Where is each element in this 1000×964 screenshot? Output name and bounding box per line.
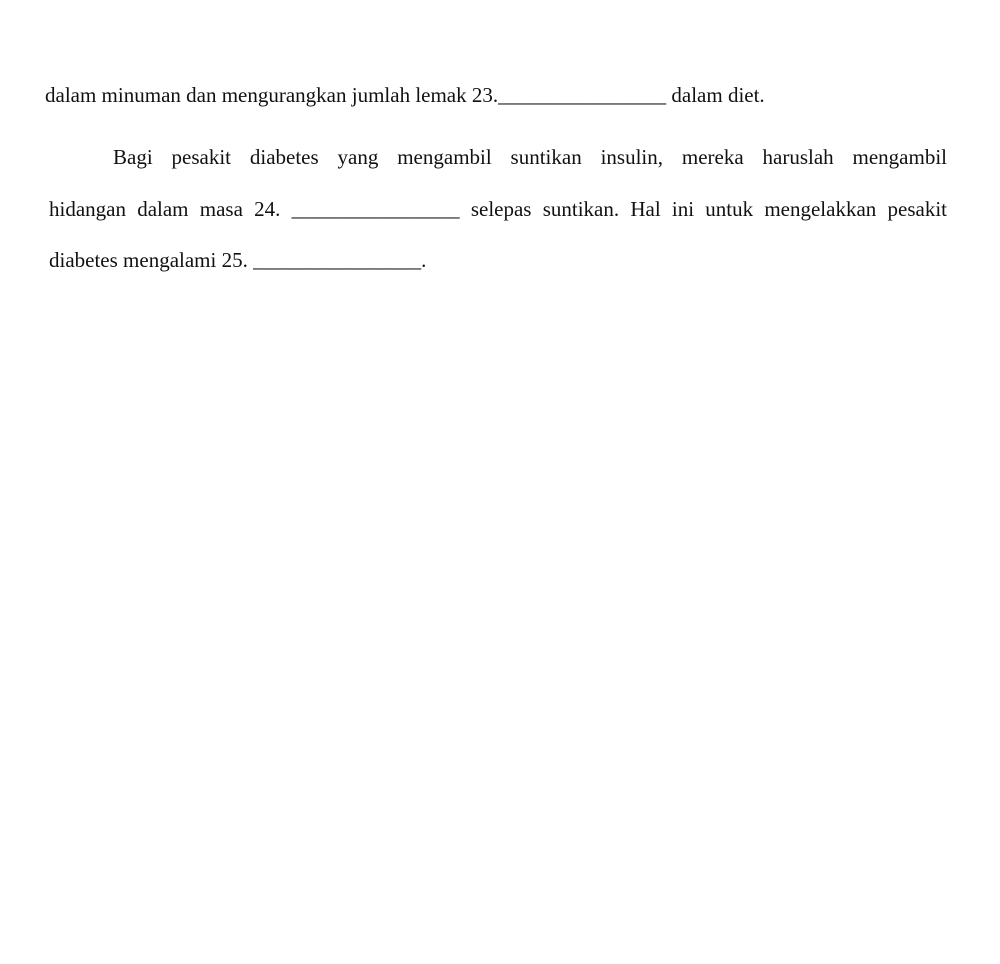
text-line-question-23: dalam minuman dan mengurangkan jumlah lemak 23.________________ dalam diet. xyxy=(45,83,765,107)
text-line-question-24: hidangan dalam masa 24. ________________ selepas suntikan. Hal ini untuk mengelakkan pesakit xyxy=(49,197,947,221)
text-line-paragraph-1: Bagi pesakit diabetes yang mengambil suntikan insulin, mereka haruslah mengambil xyxy=(113,145,947,169)
text-line-question-25: diabetes mengalami 25. ________________. xyxy=(49,248,427,272)
